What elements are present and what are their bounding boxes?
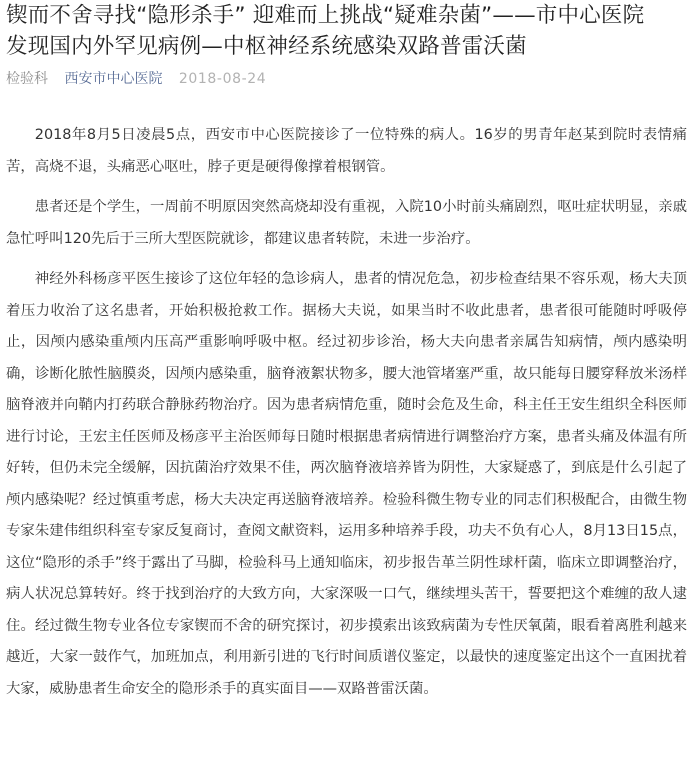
article-content	[0, 120, 693, 705]
article-title	[0, 0, 691, 62]
meta-source-link[interactable]: 西安市中心医院	[64, 71, 163, 87]
paragraph-2: 患者还是个学生，一周前不明原因突然高烧却没有重视，入院10小时前头痛剧烈，呕吐症状明显，亲戚急忙呼叫120先后于三所大型医院就诊，都建议患者转院，未进一步治疗。	[6, 199, 687, 247]
paragraph-1: 2018年8月5日凌晨5点，西安市中心医院接诊了一位特殊的病人。16岁的男青年赵某到院时表情痛苦，高烧不退，头痛恶心呕吐，脖子更是硬得像撑着根钢管。	[6, 127, 687, 175]
article-title-line-2: 发现国内外罕见病例—中枢神经系统感染双路普雷沃菌	[6, 34, 527, 59]
meta-publish-date: 2018-08-24	[178, 71, 267, 87]
meta-category: 检验科	[6, 71, 48, 87]
paragraph-3: 神经外科杨彦平医生接诊了这位年轻的急诊病人，患者的情况危急，初步检查结果不容乐观，杨大夫顶着压力收治了这名患者，开始积极抢救工作。据杨大夫说，如果当时不收此患者，患者很可能随时呼吸停止，因颅内感染重颅内压高严重影响呼吸中枢。经过初步诊治，杨大夫向患者亲属告知病情，颅内感染明确，诊断化脓性脑膜炎，因颅内感染重，脑脊液絮状物多，腰大池管堵塞严重，故只能每日腰穿释放米汤样脑脊液并向鞘内打药联合静脉药物治疗。因为患者病情危重，随时会危及生命，科主任王安生组织全科医师进行讨论，王宏主任医师及杨彦平主治医师每日随时根据患者病情进行调整治疗方案，患者头痛及体温有所好转，但仍未完全缓解，因抗菌治疗效果不佳，两次脑脊液培养皆为阴性，大家疑惑了，到底是什么引起了颅内感染呢？经过慎重考虑，杨大夫决定再送脑脊液培养。检验科微生物专业的同志们积极配合，由微生物专家朱建伟组织科室专家反复商讨，查阅文献资料，运用多种培养手段，功夫不负有心人，8月13日15点，这位“隐形的杀手”终于露出了马脚，检验科马上通知临床，初步报告革兰阴性球杆菌，临床立即调整治疗，病人状况总算转好。终于找到治疗的大致方向，大家深吸一口气，继续埋头苦干，誓要把这个难缠的敌人逮住。经过微生物专业各位专家锲而不舍的研究探讨，初步摸索出该致病菌为专性厌氧菌，眼看着离胜利越来越近，大家一鼓作气，加班加点，利用新引进的飞行时间质谱仪鉴定，以最快的速度鉴定出这个一直困扰着大家，威胁患者生命安全的隐形杀手的真实面目——双路普雷沃菌。	[6, 271, 687, 697]
article-title-line-1: 锲而不舍寻找“隐形杀手” 迎难而上挑战“疑难杂菌”——市中心医院	[6, 3, 645, 28]
article-meta	[0, 69, 693, 89]
